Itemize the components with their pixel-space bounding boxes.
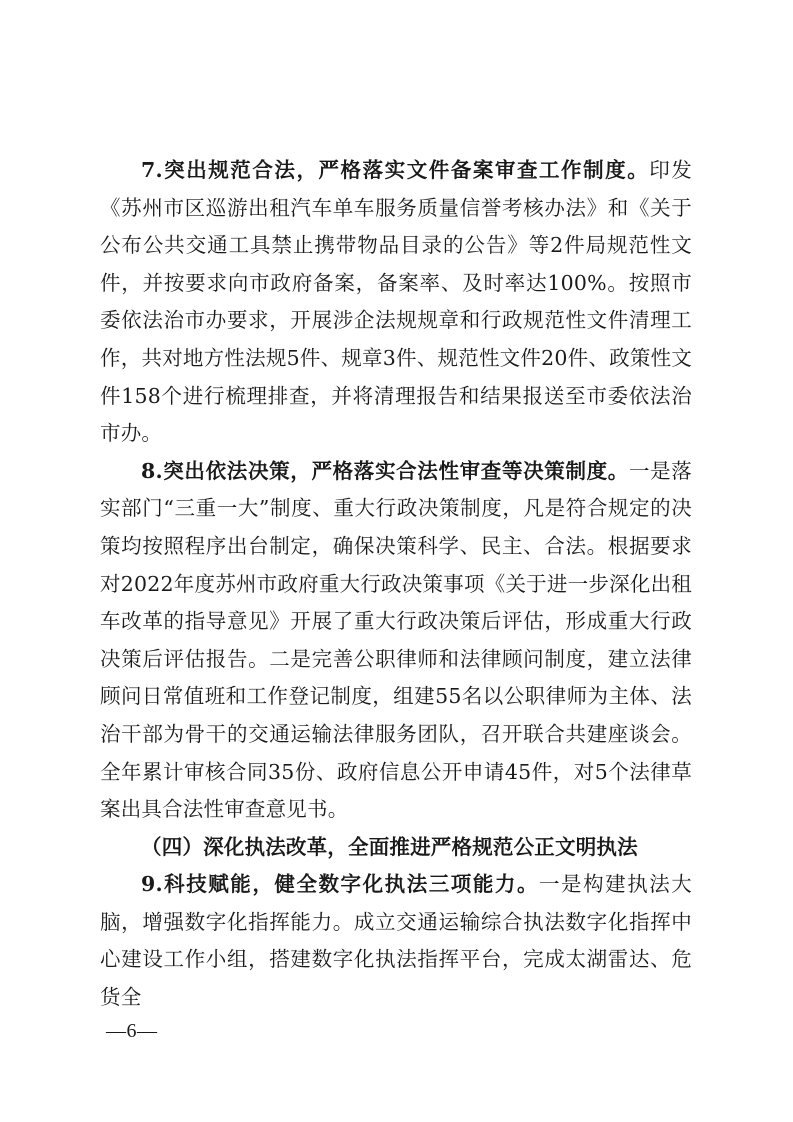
paragraph-8-body: 一是落实部门“三重一大”制度、重大行政决策制度，凡是符合规定的决策均按照程序出台制定，确保决策科学、民主、合法。根据要求对2022年度苏州市政府重大行政决策事项《关于进一步深化出租车改革的指导意见》开展了重大行政决策后评估，形成重大行政决策后评估报告。二是完善公职律师和法律顾问制度，建立法律顾问日常值班和工作登记制度，组建55名以公职律师为主体、法治干部为骨干的交通运输法律服务团队，召开联合共建座谈会。全年累计审核合同35份、政府信息公开申请45件，对5个法律草案出具合法性审查意见书。 <box>100 458 692 822</box>
paragraph-9-lead: 9.科技赋能，健全数字化执法三项能力。 <box>141 872 539 897</box>
paragraph-8 <box>100 453 692 829</box>
paragraph-9-body: 一是构建执法大脑，增强数字化指挥能力。成立交通运输综合执法数字化指挥中心建设工作小组，搭建数字化执法指挥平台，完成太湖雷达、危货全 <box>100 872 692 1010</box>
paragraph-8-lead: 8.突出依法决策，严格落实合法性审查等决策制度。 <box>141 458 629 483</box>
paragraph-7-lead: 7.突出规范合法，严格落实文件备案审查工作制度。 <box>141 158 650 182</box>
paragraph-9 <box>100 866 692 1016</box>
paragraph-7-body: 印发《苏州市区巡游出租汽车单车服务质量信誉考核办法》和《关于公布公共交通工具禁止携带物品目录的公告》等2件局规范性文件，并按要求向市政府备案，备案率、及时率达100%。按照市委依法治市办要求，开展涉企法规规章和行政规范性文件清理工作，共对地方性法规5件、规章3件、规范性文件20件、政策性文件158个进行梳理排查，并将清理报告和结果报送至市委依法治市办。 <box>100 158 692 446</box>
document-body <box>100 152 692 1017</box>
paragraph-7 <box>100 152 692 453</box>
section-heading: （四）深化执法改革，全面推进严格规范公正文明执法 <box>141 834 638 859</box>
page-number: —6— <box>106 1020 158 1042</box>
